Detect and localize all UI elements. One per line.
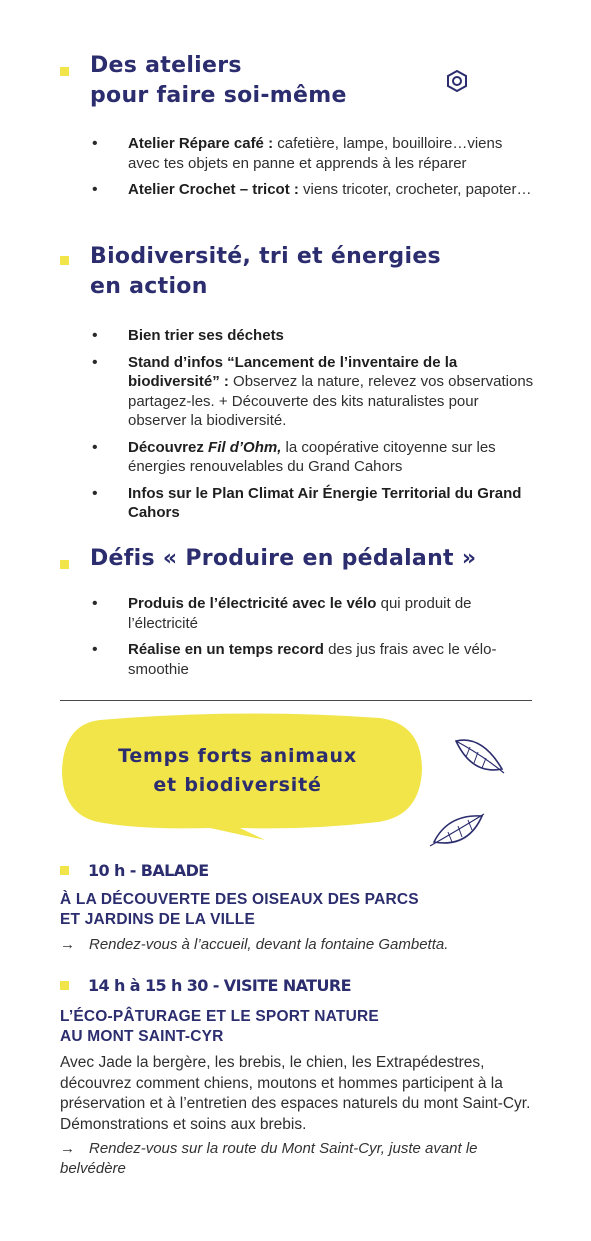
event-time: 14 h à 15 h 30 - VISITE NATURE [88, 976, 351, 995]
arrow-icon: → [60, 936, 75, 953]
event-time: 10 h - BALADE [88, 861, 209, 880]
list-item: • Atelier Répare café : cafetière, lampe, bouilloire…viens avec tes objets en panne et apprends à les réparer [92, 134, 537, 173]
section-heading-ateliers: Des ateliers pour faire soi-même [90, 53, 347, 108]
biodiversite-list [92, 326, 537, 530]
defis-list [92, 594, 537, 686]
arrow-icon: → [60, 1140, 75, 1157]
divider [60, 700, 532, 701]
list-item: • Atelier Crochet – tricot : viens tricoter, crocheter, papoter… [92, 180, 537, 200]
list-item: • Infos sur le Plan Climat Air Énergie Territorial du Grand Cahors [92, 484, 537, 523]
list-item: • Produis de l’électricité avec le vélo qui produit de l’électricité [92, 594, 537, 633]
leaf-icon [452, 735, 508, 777]
event-marker [60, 866, 69, 875]
banner-title: Temps forts animaux et biodiversité [118, 745, 357, 796]
section-heading-biodiversite: Biodiversité, tri et énergies en action [90, 244, 441, 299]
nut-icon [445, 69, 469, 93]
leaf-icon [428, 812, 486, 848]
section-marker [60, 67, 69, 76]
event-title: À LA DÉCOUVERTE DES OISEAUX DES PARCS ET JARDINS DE LA VILLE [60, 891, 419, 928]
event-description: Avec Jade la bergère, les brebis, le chien, les Extrapédestres, découvrez comment chiens, moutons et hommes participent à la préservation et à l’entretien des espaces naturels du mont Saint-Cyr. Démonstrations et soins aux brebis. [60, 1054, 531, 1133]
list-item: • Découvrez Fil d’Ohm, la coopérative citoyenne sur les énergies renouvelables du Grand Cahors [92, 438, 537, 477]
event-title: L’ÉCO-PÂTURAGE ET LE SPORT NATURE AU MONT SAINT-CYR [60, 1008, 379, 1045]
list-item: • Stand d’infos “Lancement de l’inventaire de la biodiversité” : Observez la nature, relevez vos observations partagez-les. + Découverte des kits naturalistes pour observer la biodiversité. [92, 353, 537, 431]
section-heading-defis: Défis « Produire en pédalant » [90, 546, 477, 571]
event-meeting-point: → Rendez-vous sur la route du Mont Saint-Cyr, juste avant le belvédère [60, 1140, 478, 1177]
event-meeting-point: → Rendez-vous à l’accueil, devant la fontaine Gambetta. [60, 936, 449, 953]
section-marker [60, 256, 69, 265]
ateliers-list [92, 134, 537, 207]
section-marker [60, 560, 69, 569]
list-item: • Réalise en un temps record des jus frais avec le vélo-smoothie [92, 640, 537, 679]
list-item: • Bien trier ses déchets [92, 326, 537, 346]
event-marker [60, 981, 69, 990]
